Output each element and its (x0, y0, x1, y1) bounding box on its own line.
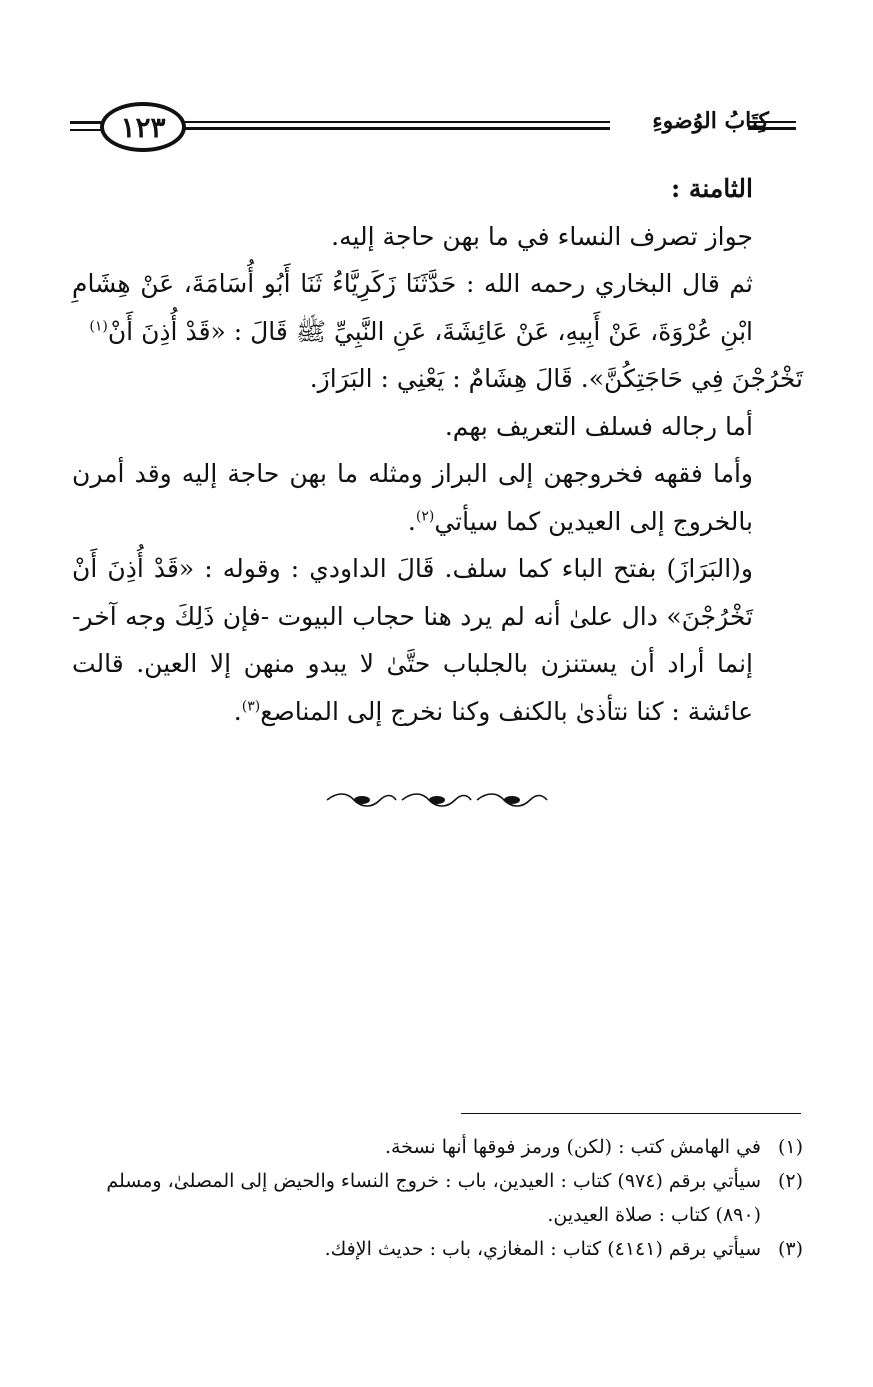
footnote-1 (60, 1130, 803, 1164)
footnote-ref-2: (٢) (415, 508, 435, 525)
section-heading: الثامنة : (671, 174, 753, 203)
section-divider-ornament (322, 788, 552, 812)
paragraph-5-end: . (407, 506, 416, 536)
footnote-3 (60, 1232, 803, 1266)
footnote-text: في الهامش كتب : (لكن) ورمز فوقها أنها نسخة. (384, 1136, 761, 1158)
footnote-number: (١) (777, 1136, 803, 1158)
footnote-number: (٢) (777, 1170, 803, 1192)
running-title: كِتَابُ الوُضوءِ (652, 108, 769, 134)
header-rule-middle-bottom (180, 127, 610, 130)
paragraph-2 (72, 260, 803, 355)
footnote-ref-1: (١) (89, 318, 108, 335)
paragraph-2-text: ثم قال البخاري رحمه الله : حَدَّثَنَا زَكَرِيَّاءُ ثَنَا أَبُو أُسَامَةَ، عَنْ هِشَامِ ابْنِ عُرْوَةَ، عَنْ أَبِيهِ، عَنْ عَائِشَةَ، عَنِ النَّبِيِّ ﷺ قَالَ : «قَدْ أُذِنَ أَنْ (72, 269, 753, 346)
page-number-badge (100, 102, 186, 152)
footnote-number: (٣) (777, 1238, 803, 1260)
paragraph-5 (72, 450, 803, 545)
footnote-ref-3: (٣) (241, 698, 261, 715)
footnote-text: سيأتي برقم (٩٧٤) كتاب : العيدين، باب : خروج النساء والحيض إلى المصلىٰ، ومسلم (٨٩٠) كتاب : صلاة العيدين. (106, 1170, 761, 1226)
footnote-2 (60, 1164, 803, 1232)
paragraph-3: تَخْرُجْنَ فِي حَاجَتِكُنَّ». قَالَ هِشَامٌ : يَعْنِي : البَرَازَ. (309, 364, 803, 393)
paragraph-6-end: . (233, 696, 242, 726)
footnote-separator (461, 1113, 801, 1114)
paragraph-6 (72, 545, 803, 735)
paragraph-5-text: وأما فقهه فخروجهن إلى البراز ومثله ما بهن حاجة إليه وقد أمرن بالخروج إلى العيدين كما سيأتي (72, 459, 753, 536)
paragraph-6-text: و(البَرَازَ) بفتح الباء كما سلف. قَالَ الداودي : وقوله : «قَدْ أُذِنَ أَنْ تَخْرُجْنَ» دال علىٰ أنه لم يرد هنا حجاب البيوت -فإن ذَلِكَ وجه آخر- إنما أراد أن يستنزن بالجلباب حتَّىٰ لا يبدو منهن إلا العين. قالت عائشة : كنا نتأذىٰ بالكنف وكنا نخرج إلى المناصع (72, 554, 753, 726)
page-number: ١٢٣ (120, 110, 166, 144)
main-text (72, 165, 803, 735)
paragraph-1: جواز تصرف النساء في ما بهن حاجة إليه. (331, 221, 753, 251)
header-rule-middle-top (180, 121, 610, 123)
footnotes (60, 1130, 803, 1266)
paragraph-4: أما رجاله فسلف التعريف بهم. (444, 411, 753, 441)
footnote-text: سيأتي برقم (٤١٤١) كتاب : المغازي، باب : حديث الإفك. (324, 1238, 761, 1260)
